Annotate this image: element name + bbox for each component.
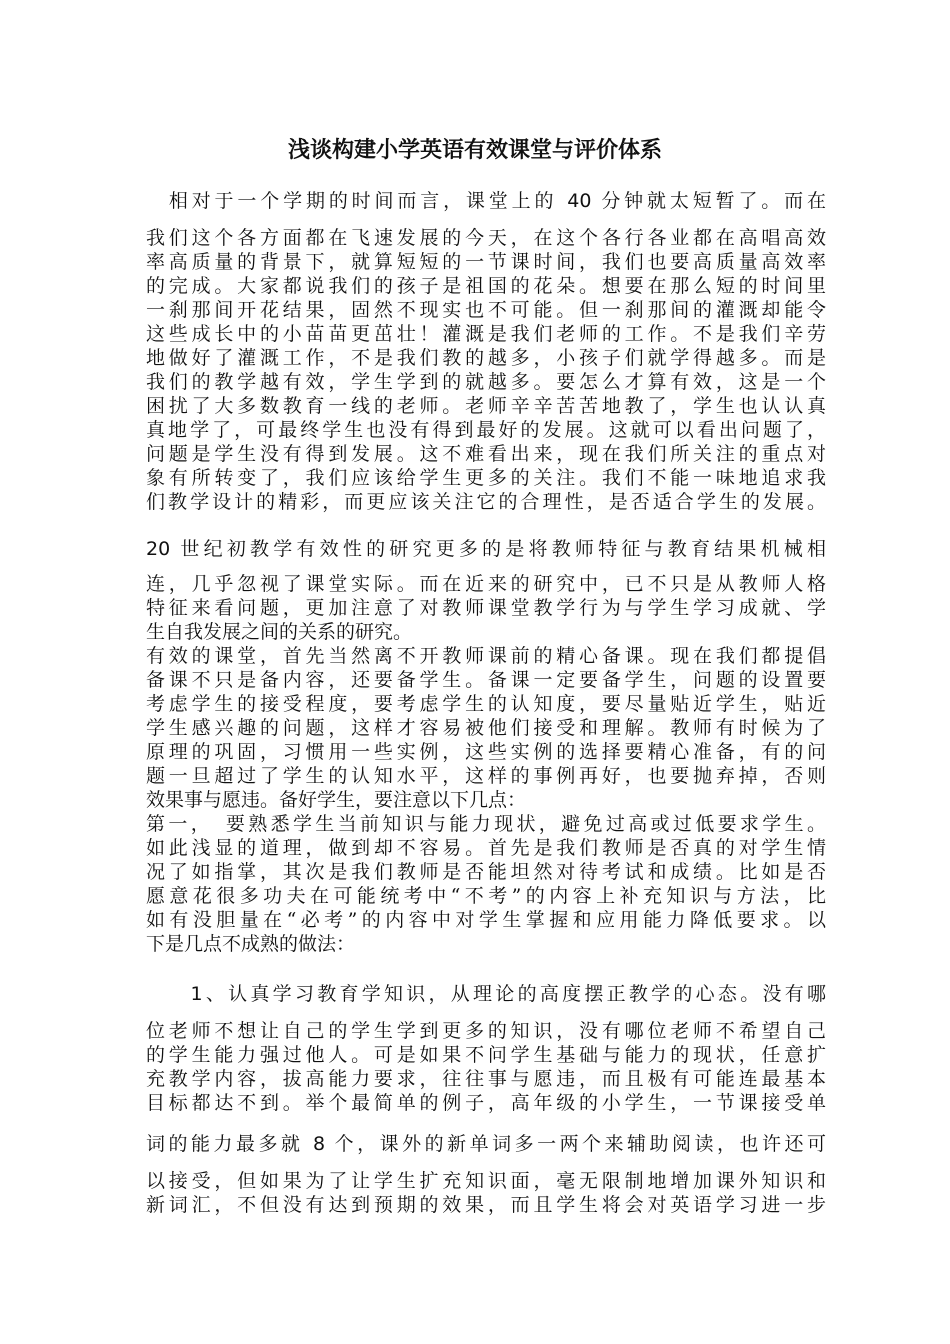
text-line: 率高质量的背景下，就算短短的一节课时间，我们也要高质量高效率 xyxy=(146,251,826,273)
text-line: 们教学设计的精彩，而更应该关注它的合理性，是否适合学生的发展。 xyxy=(146,491,826,513)
text-line: 备课不只是备内容，还要备学生。备课一定要备学生，问题的设置要 xyxy=(146,669,826,691)
text-line: 第一， 要熟悉学生当前知识与能力现状，避免过高或过低要求学生。 xyxy=(146,813,826,835)
text-line: 新词汇，不但没有达到预期的效果，而且学生将会对英语学习进一步 xyxy=(146,1194,826,1216)
text-line: 如有没胆量在“必考”的内容中对学生掌握和应用能力降低要求。以 xyxy=(146,909,826,931)
text-line: 20 世纪初教学有效性的研究更多的是将教师特征与教育结果机械相 xyxy=(146,538,826,560)
text-line: 相对于一个学期的时间而言，课堂上的 40 分钟就太短暂了。而在 xyxy=(146,190,827,212)
text-line: 充教学内容，拔高能力要求，往往事与愿违，而且极有可能连最基本 xyxy=(146,1068,826,1090)
text-line: 这些成长中的小苗苗更茁壮！灌溉是我们老师的工作。不是我们辛劳 xyxy=(146,323,826,345)
text-line: 问题是学生没有得到发展。这不难看出来，现在我们所关注的重点对 xyxy=(146,443,826,465)
text-line: 如此浅显的道理，做到却不容易。首先是我们教师是否真的对学生情 xyxy=(146,837,826,859)
text-line: 效果事与愿违。备好学生，要注意以下几点： xyxy=(146,789,527,811)
text-line: 以接受，但如果为了让学生扩充知识面，毫无限制地增加课外知识和 xyxy=(146,1170,826,1192)
text-line: 1、认真学习教育学知识，从理论的高度摆正教学的心态。没有哪 xyxy=(190,983,826,1005)
text-line: 有效的课堂，首先当然离不开教师课前的精心备课。现在我们都提倡 xyxy=(146,645,826,667)
text-line: 下是几点不成熟的做法： xyxy=(146,933,356,955)
text-line: 地做好了灌溉工作，不是我们教的越多，小孩子们就学得越多。而是 xyxy=(146,347,826,369)
text-line: 词的能力最多就 8 个，课外的新单词多一两个来辅助阅读，也许还可 xyxy=(146,1133,826,1155)
text-line: 原理的巩固，习惯用一些实例，这些实例的选择要精心准备，有的问 xyxy=(146,741,826,763)
text-line: 况了如指掌，其次是我们教师是否能坦然对待考试和成绩。比如是否 xyxy=(146,861,826,883)
text-line: 真地学了，可最终学生也没有得到最好的发展。这就可以看出问题了， xyxy=(146,419,826,441)
text-line: 一刹那间开花结果，固然不现实也不可能。但一刹那间的灌溉却能令 xyxy=(146,299,826,321)
text-line: 我们的教学越有效，学生学到的就越多。要怎么才算有效，这是一个 xyxy=(146,371,826,393)
text-line: 学生感兴趣的问题，这样才容易被他们接受和理解。教师有时候为了 xyxy=(146,717,826,739)
text-line: 位老师不想让自己的学生学到更多的知识，没有哪位老师不希望自己 xyxy=(146,1020,826,1042)
document-title: 浅谈构建小学英语有效课堂与评价体系 xyxy=(287,138,662,163)
text-line: 象有所转变了，我们应该给学生更多的关注。我们不能一味地追求我 xyxy=(146,467,826,489)
text-line: 愿意花很多功夫在可能统考中“不考”的内容上补充知识与方法，比 xyxy=(146,885,826,907)
text-line: 困扰了大多数教育一线的老师。老师辛辛苦苦地教了，学生也认认真 xyxy=(146,395,826,417)
text-line: 的完成。大家都说我们的孩子是祖国的花朵。想要在那么短的时间里 xyxy=(146,275,826,297)
text-line: 考虑学生的接受程度，要考虑学生的认知度，要尽量贴近学生，贴近 xyxy=(146,693,826,715)
text-line: 连，几乎忽视了课堂实际。而在近来的研究中，已不只是从教师人格 xyxy=(146,573,826,595)
text-line: 的学生能力强过他人。可是如果不问学生基础与能力的现状，任意扩 xyxy=(146,1044,826,1066)
text-line: 我们这个各方面都在飞速发展的今天，在这个各行各业都在高唱高效 xyxy=(146,227,826,249)
text-line: 生自我发展之间的关系的研究。 xyxy=(146,621,413,643)
text-line: 题一旦超过了学生的认知水平，这样的事例再好，也要抛弃掉，否则 xyxy=(146,765,826,787)
text-line: 目标都达不到。举个最简单的例子，高年级的小学生，一节课接受单 xyxy=(146,1092,826,1114)
text-line: 特征来看问题，更加注意了对教师课堂教学行为与学生学习成就、学 xyxy=(146,597,826,619)
